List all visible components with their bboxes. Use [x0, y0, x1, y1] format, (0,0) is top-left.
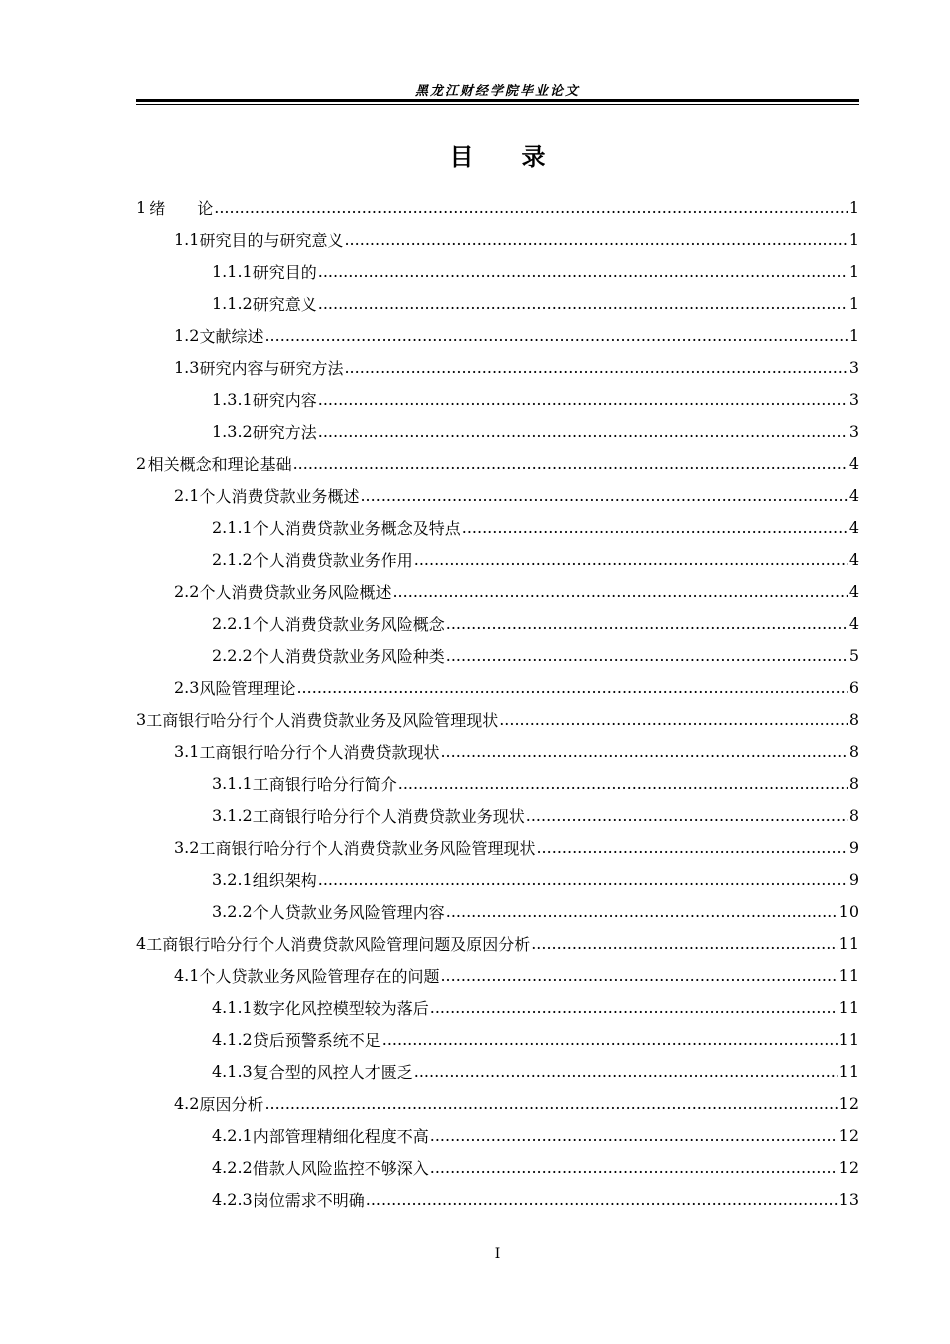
toc-entry-number: 2.1.1 [212, 517, 253, 537]
toc-entry[interactable] [136, 223, 859, 255]
toc-entry-page: 12 [838, 1093, 859, 1113]
toc-entry-label: 个人消费贷款业务风险概念 [252, 614, 445, 634]
toc-leader-dots [414, 1062, 838, 1081]
toc-entry-label: 贷后预警系统不足 [252, 1030, 381, 1050]
toc-entry[interactable] [136, 991, 859, 1023]
toc-leader-dots [531, 934, 837, 953]
toc-entry-page: 4 [848, 453, 859, 473]
toc-entry-number: 4.2.3 [212, 1189, 253, 1209]
toc-entry-page: 11 [838, 965, 859, 985]
toc-leader-dots [344, 358, 847, 377]
toc-entry-number: 4.2 [174, 1093, 200, 1113]
toc-entry[interactable] [136, 639, 859, 671]
toc-entry-page: 11 [838, 933, 859, 953]
toc-entry-label: 岗位需求不明确 [252, 1190, 365, 1210]
toc-leader-dots [360, 486, 847, 505]
toc-entry-number: 2.1 [174, 485, 200, 505]
toc-entry-number: 1.1.1 [212, 261, 253, 281]
toc-entry-number: 2.2 [174, 581, 200, 601]
toc-entry-page: 1 [848, 293, 859, 313]
toc-entry[interactable] [136, 607, 859, 639]
toc-entry-number: 3 [136, 709, 147, 729]
toc-entry-page: 1 [848, 325, 859, 345]
toc-entry-number: 2.1.2 [212, 549, 253, 569]
toc-entry-number: 1.1 [174, 229, 200, 249]
toc-leader-dots [293, 454, 848, 473]
toc-leader-dots [446, 902, 838, 921]
toc-entry-label: 组织架构 [252, 870, 317, 890]
toc-entry-label: 数字化风控模型较为落后 [252, 998, 429, 1018]
toc-entry-page: 1 [848, 261, 859, 281]
toc-entry[interactable] [136, 703, 859, 735]
toc-entry-label: 研究意义 [252, 294, 317, 314]
toc-entry[interactable] [136, 319, 859, 351]
toc-entry[interactable] [136, 767, 859, 799]
toc-entry-label: 工商银行哈分行个人消费贷款风险管理问题及原因分析 [146, 934, 531, 954]
toc-entry-label: 绪 论 [149, 198, 214, 218]
toc-entry-label: 研究目的与研究意义 [199, 230, 344, 250]
toc-entry[interactable] [136, 1055, 859, 1087]
toc-leader-dots [398, 774, 848, 793]
toc-leader-dots [499, 710, 848, 729]
toc-entry-page: 3 [848, 389, 859, 409]
toc-entry[interactable] [136, 479, 859, 511]
toc-leader-dots [382, 1030, 838, 1049]
toc-entry-label: 内部管理精细化程度不高 [252, 1126, 429, 1146]
toc-entry-page: 8 [848, 773, 859, 793]
toc-entry-label: 借款人风险监控不够深入 [252, 1158, 429, 1178]
toc-entry-label: 研究内容与研究方法 [199, 358, 344, 378]
header-rule-thin [136, 104, 859, 105]
toc-entry-number: 2.2.1 [212, 613, 253, 633]
toc-leader-dots [296, 678, 847, 697]
toc-leader-dots [440, 966, 837, 985]
toc-entry[interactable] [136, 351, 859, 383]
toc-entry-page: 8 [848, 805, 859, 825]
toc-entry-page: 12 [838, 1125, 859, 1145]
toc-entry-number: 3.1.1 [212, 773, 253, 793]
toc-entry-number: 4.1.1 [212, 997, 253, 1017]
toc-entry-number: 1.1.2 [212, 293, 253, 313]
toc-entry-number: 1 [136, 197, 147, 217]
toc-entry-page: 4 [848, 517, 859, 537]
toc-entry[interactable] [136, 543, 859, 575]
toc-entry-label: 工商银行哈分行个人消费贷款现状 [199, 742, 440, 762]
toc-entry[interactable] [136, 959, 859, 991]
toc-entry[interactable] [136, 1119, 859, 1151]
toc-entry[interactable] [136, 863, 859, 895]
toc-leader-dots [536, 838, 847, 857]
toc-entry-page: 4 [848, 549, 859, 569]
toc-entry-label: 个人消费贷款业务风险种类 [252, 646, 445, 666]
toc-leader-dots [318, 390, 848, 409]
toc-entry[interactable] [136, 287, 859, 319]
toc-entry-label: 研究目的 [252, 262, 317, 282]
toc-entry[interactable] [136, 799, 859, 831]
table-of-contents [136, 191, 859, 1215]
toc-entry[interactable] [136, 927, 859, 959]
toc-leader-dots [446, 646, 848, 665]
toc-leader-dots [392, 582, 847, 601]
toc-entry-page: 8 [848, 741, 859, 761]
toc-entry-number: 4 [136, 933, 147, 953]
toc-entry-label: 工商银行哈分行个人消费贷款业务及风险管理现状 [146, 710, 499, 730]
toc-entry-label: 相关概念和理论基础 [147, 454, 292, 474]
toc-leader-dots [446, 614, 848, 633]
toc-entry-number: 1.3 [174, 357, 200, 377]
toc-entry-number: 3.1.2 [212, 805, 253, 825]
toc-entry-number: 2 [136, 453, 147, 473]
toc-entry-number: 4.1 [174, 965, 200, 985]
toc-leader-dots [526, 806, 848, 825]
toc-entry-page: 3 [848, 421, 859, 441]
toc-entry-page: 4 [848, 613, 859, 633]
toc-entry-page: 11 [838, 997, 859, 1017]
toc-entry-page: 12 [838, 1157, 859, 1177]
toc-entry[interactable] [136, 735, 859, 767]
toc-entry-page: 13 [838, 1189, 859, 1209]
toc-entry[interactable] [136, 447, 859, 479]
toc-entry-page: 3 [848, 357, 859, 377]
toc-entry-page: 5 [848, 645, 859, 665]
toc-entry-page: 11 [838, 1029, 859, 1049]
toc-entry-label: 个人贷款业务风险管理存在的问题 [199, 966, 440, 986]
toc-entry-label: 个人消费贷款业务作用 [252, 550, 413, 570]
toc-leader-dots [214, 198, 848, 217]
toc-entry-label: 工商银行哈分行个人消费贷款业务现状 [252, 806, 525, 826]
toc-leader-dots [318, 294, 848, 313]
toc-entry-label: 原因分析 [199, 1094, 264, 1114]
toc-entry-number: 2.2.2 [212, 645, 253, 665]
toc-leader-dots [440, 742, 847, 761]
toc-entry-label: 研究方法 [252, 422, 317, 442]
page-header-title: 黑龙江财经学院毕业论文 [414, 84, 580, 99]
toc-entry-label: 个人消费贷款业务概述 [199, 486, 360, 506]
toc-entry-number: 2.3 [174, 677, 200, 697]
toc-leader-dots [414, 550, 848, 569]
toc-entry-label: 文献综述 [199, 326, 264, 346]
toc-entry-label: 个人贷款业务风险管理内容 [252, 902, 445, 922]
toc-entry[interactable] [136, 255, 859, 287]
toc-entry[interactable] [136, 1183, 859, 1215]
toc-entry-number: 4.2.1 [212, 1125, 253, 1145]
toc-leader-dots [462, 518, 848, 537]
toc-entry[interactable] [136, 1151, 859, 1183]
toc-entry-label: 工商银行哈分行简介 [252, 774, 397, 794]
toc-entry-label: 个人消费贷款业务概念及特点 [252, 518, 461, 538]
toc-entry-number: 4.2.2 [212, 1157, 253, 1177]
toc-entry-page: 6 [848, 677, 859, 697]
toc-entry-number: 3.2.2 [212, 901, 253, 921]
toc-entry[interactable] [136, 191, 859, 223]
toc-leader-dots [264, 1094, 837, 1113]
toc-entry-number: 4.1.2 [212, 1029, 253, 1049]
toc-leader-dots [318, 422, 848, 441]
toc-entry-label: 个人消费贷款业务风险概述 [199, 582, 392, 602]
toc-entry-number: 4.1.3 [212, 1061, 253, 1081]
toc-entry-label: 研究内容 [252, 390, 317, 410]
toc-entry-page: 1 [848, 197, 859, 217]
toc-leader-dots [318, 262, 848, 281]
toc-entry-page: 8 [848, 709, 859, 729]
toc-entry-number: 3.1 [174, 741, 200, 761]
toc-entry-page: 9 [848, 869, 859, 889]
toc-entry[interactable] [136, 575, 859, 607]
toc-entry[interactable] [136, 1023, 859, 1055]
toc-entry[interactable] [136, 671, 859, 703]
header-rule-thick [136, 99, 859, 102]
toc-entry[interactable] [136, 1087, 859, 1119]
toc-entry-page: 4 [848, 581, 859, 601]
toc-entry[interactable] [136, 415, 859, 447]
toc-leader-dots [430, 998, 838, 1017]
toc-leader-dots [366, 1190, 838, 1209]
toc-leader-dots [344, 230, 847, 249]
toc-entry-number: 1.3.1 [212, 389, 253, 409]
toc-entry-page: 9 [848, 837, 859, 857]
toc-entry-page: 10 [838, 901, 859, 921]
toc-entry-label: 工商银行哈分行个人消费贷款业务风险管理现状 [199, 838, 536, 858]
toc-leader-dots [430, 1158, 838, 1177]
toc-entry-number: 1.2 [174, 325, 200, 345]
toc-entry-label: 风险管理理论 [199, 678, 296, 698]
toc-leader-dots [264, 326, 847, 345]
toc-leader-dots [430, 1126, 838, 1145]
toc-entry-page: 1 [848, 229, 859, 249]
toc-entry[interactable] [136, 511, 859, 543]
toc-entry-number: 3.2.1 [212, 869, 253, 889]
toc-title: 目录 [449, 142, 594, 171]
toc-entry[interactable] [136, 831, 859, 863]
toc-entry-page: 4 [848, 485, 859, 505]
toc-leader-dots [318, 870, 848, 889]
toc-entry-number: 1.3.2 [212, 421, 253, 441]
toc-entry-label: 复合型的风控人才匮乏 [252, 1062, 413, 1082]
page-number: I [494, 1246, 501, 1262]
toc-entry[interactable] [136, 895, 859, 927]
toc-entry[interactable] [136, 383, 859, 415]
toc-entry-page: 11 [838, 1061, 859, 1081]
toc-entry-number: 3.2 [174, 837, 200, 857]
